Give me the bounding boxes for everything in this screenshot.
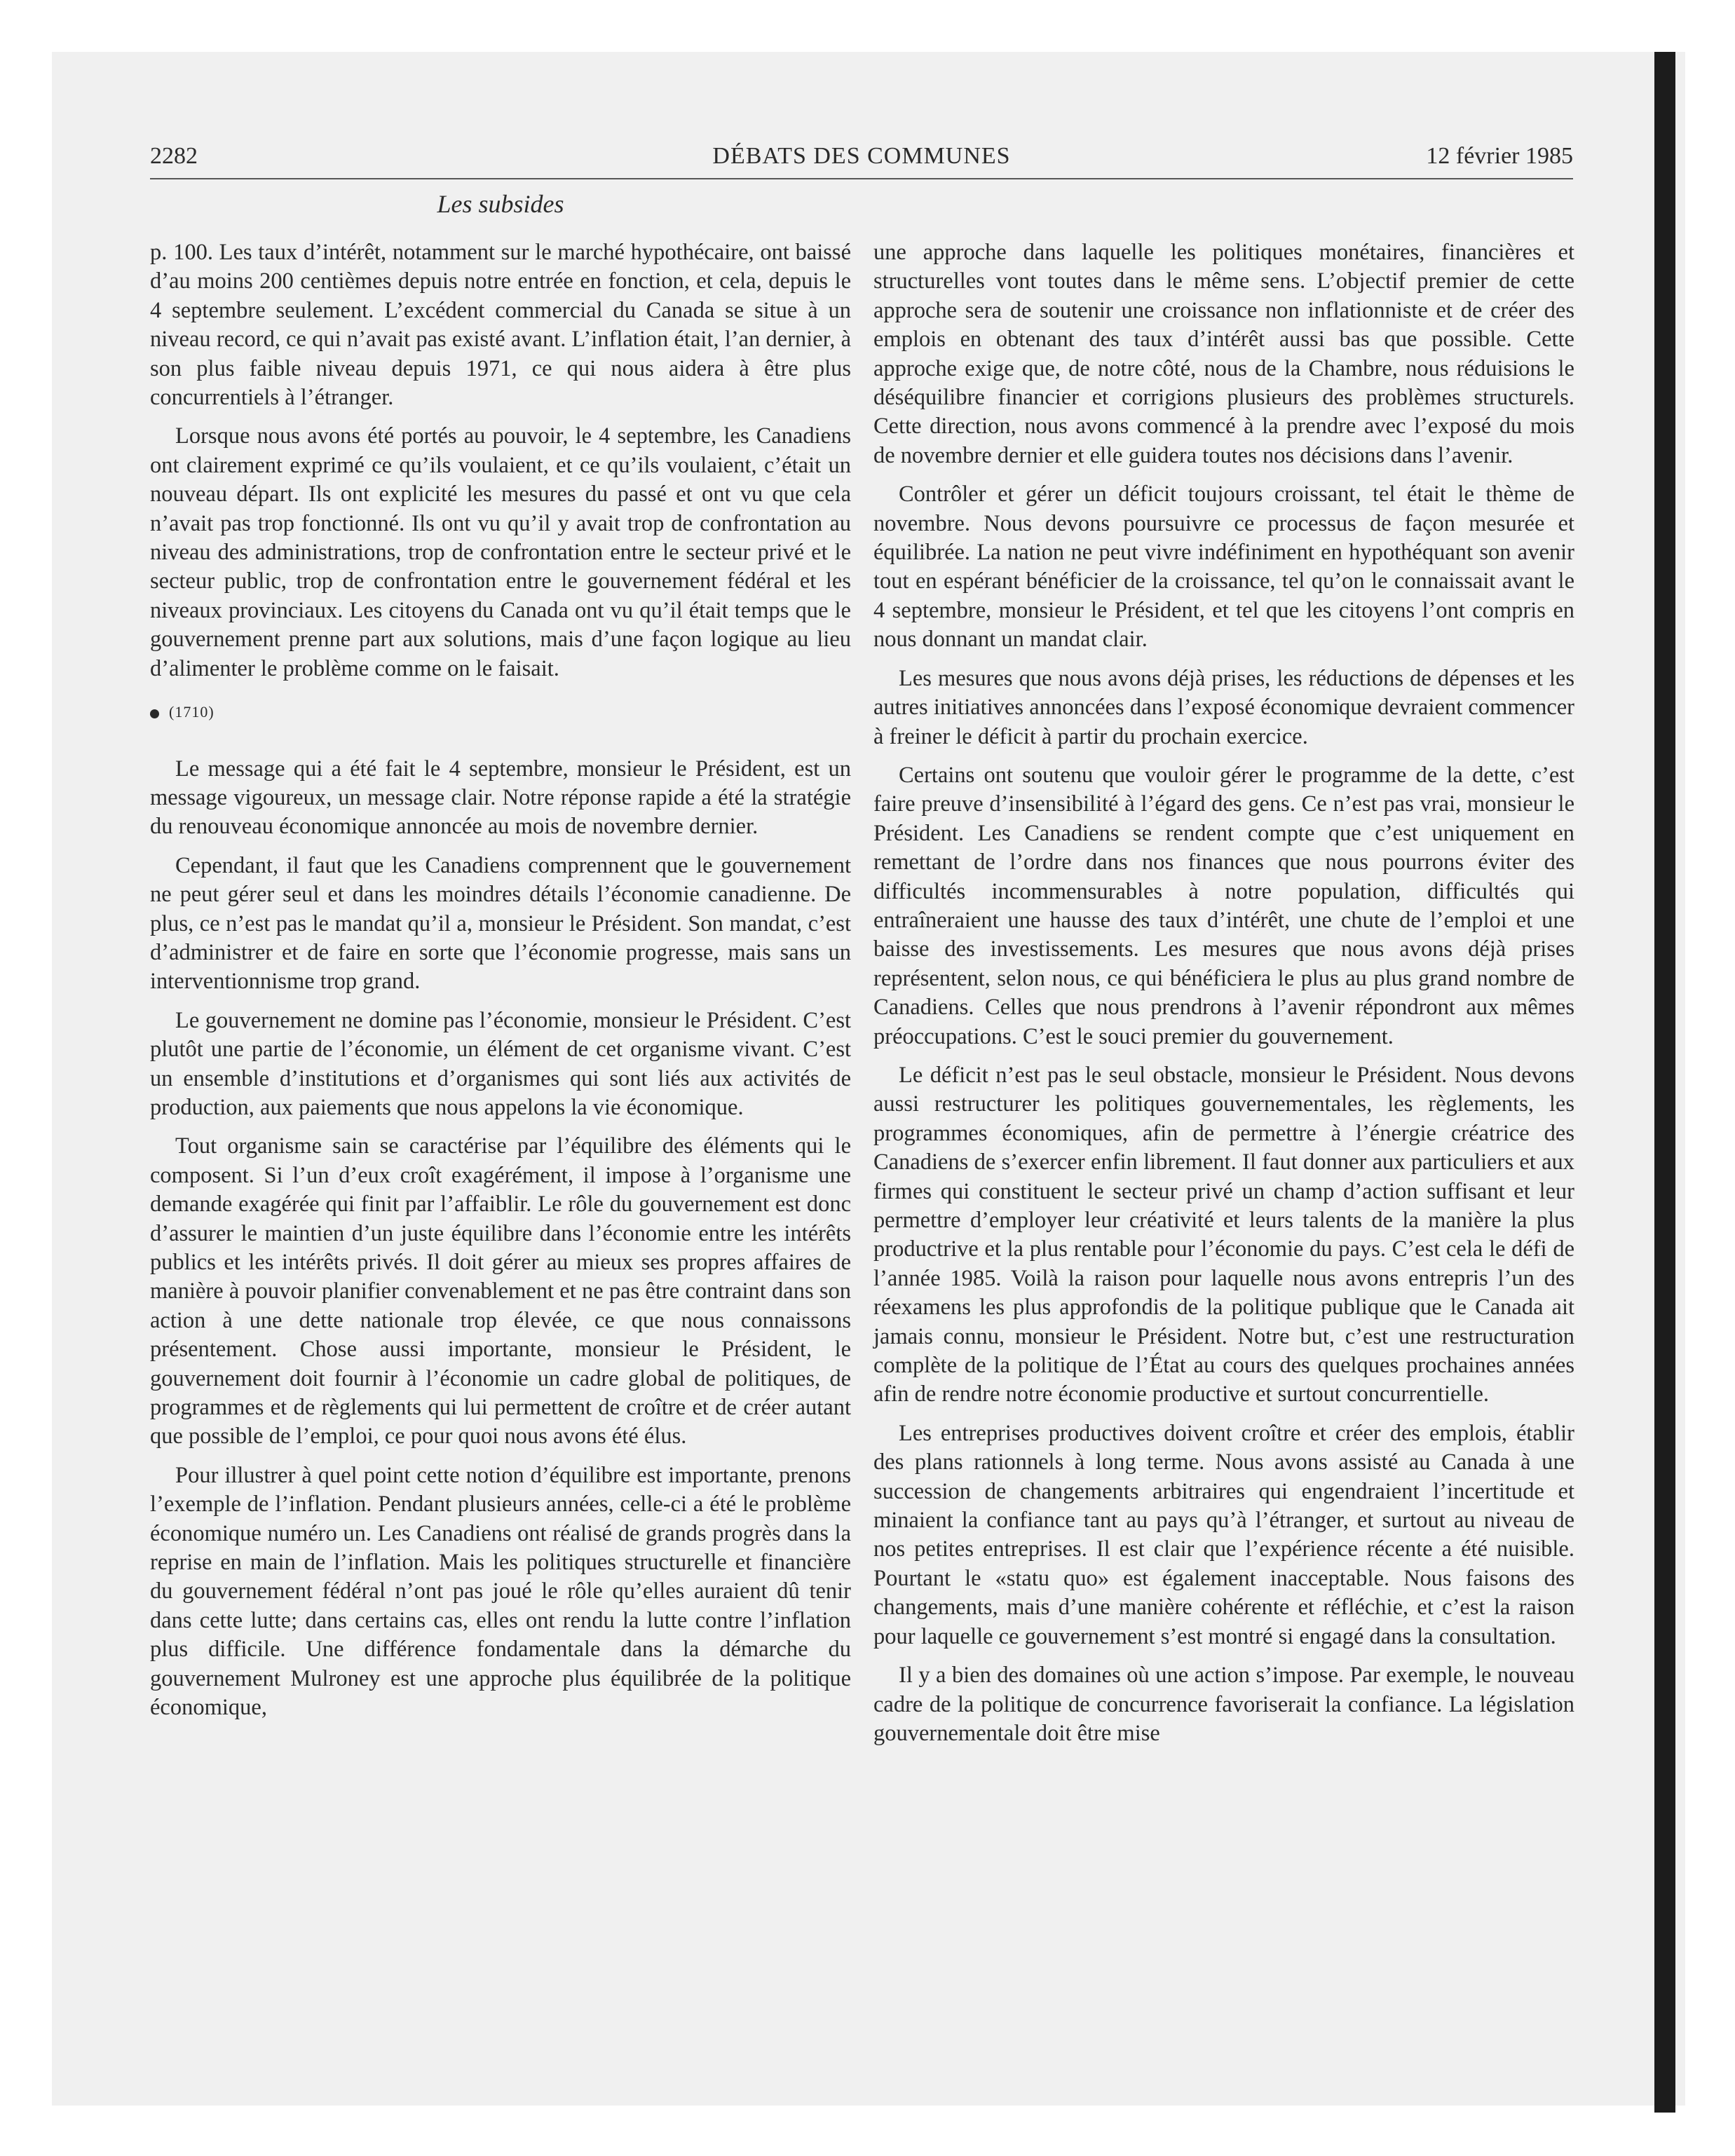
right-column <box>873 238 1574 1758</box>
paragraph: Les entreprises productives doivent croître et créer des emplois, établir des plans rationnels à long terme. Nous avons assisté au Canada à une succession de changements arbitraires qui engendraient l’incertitude et minaient la confiance tant au pays qu’à l’étranger, et surtout au niveau de nos petites entreprises. Il est clair que l’expérience récente a été nuisible. Pourtant le «statu quo» est également inacceptable. Nous faisons des changements, mais d’une manière cohérente et réfléchie, et c’est la raison pour laquelle ce gouvernement s’est montré si engagé dans la consultation. <box>873 1420 1574 1649</box>
paragraph: Tout organisme sain se caractérise par l’équilibre des éléments qui le composent. Si l’un d’eux croît exagérément, il impose à l’organisme une demande exagérée qui finit par l’affaiblir. Le rôle du gouvernement est donc d’assurer le maintien d’un juste équilibre dans l’économie entre les intérêts publics et les intérêts privés. Il doit gérer au mieux ses propres affaires de manière à pouvoir planifier convenablement et ne pas être contraint dans son action à une dette nationale trop élevée, ce que nous connaissons présentement. Chose aussi importante, monsieur le Président, le gouvernement doit fournir à l’économie un cadre global de politiques, de programmes et de règlements qui lui permettent de croître et de créer autant que possible de l’emploi, ce pour quoi nous avons été élus. <box>150 1133 851 1449</box>
paragraph: Certains ont soutenu que vouloir gérer le programme de la dette, c’est faire preuve d’insensibilité à l’égard des gens. Ce n’est pas vrai, monsieur le Président. Les Canadiens se rendent compte que c’est uniquement en remettant de l’ordre dans nos finances que nous pourrons éviter des difficultés incommensurables à notre population, difficultés qui entraîneraient une hausse des taux d’intérêt, une chute de l’emploi et une baisse des investissements. Les mesures que nous avons déjà prises représentent, selon nous, ce qui bénéficiera le plus au plus grand nombre de Canadiens. Celles que nous prendrons à l’avenir répondront aux mêmes préoccupations. C’est le souci premier du gouvernement. <box>873 762 1574 1049</box>
scan-edge <box>1654 52 1675 2113</box>
paragraph: Pour illustrer à quel point cette notion d’équilibre est importante, prenons l’exemple de l’inflation. Pendant plusieurs années, celle-ci a été le problème économique numéro un. Les Canadiens ont réalisé de grands progrès dans la reprise en main de l’inflation. Mais les politiques structurelle et financière du gouvernement fédéral n’ont pas joué le rôle qu’elles auraient dû tenir dans cette lutte; dans certains cas, elles ont rendu la lutte contre l’inflation plus difficile. Une différence fondamentale dans la démarche du gouvernement Mulroney est une approche plus équilibrée de la politique économique, <box>150 1462 851 1721</box>
running-header <box>150 137 1573 179</box>
paragraph: une approche dans laquelle les politiques monétaires, financières et structurelles vont toutes dans le même sens. L’objectif premier de cette approche sera de soutenir une croissance non inflationniste et de créer des emplois en obtenant des taux d’intérêt aussi bas que possible. Cette approche exige que, de notre côté, nous de la Chambre, nous réduisions le déséquilibre financier et corrigions plusieurs des problèmes structurels. Cette direction, nous avons commencé à la prendre avec l’exposé du mois de novembre dernier et elle guidera toutes nos décisions dans l’avenir. <box>873 240 1574 468</box>
paragraph: Cependant, il faut que les Canadiens comprennent que le gouvernement ne peut gérer seul et dans les moindres détails l’économie canadienne. De plus, ce n’est pas le mandat qu’il a, monsieur le Président. Son mandat, c’est d’administrer et de faire en sorte que l’économie progresse, mais sans un interventionnisme trop grand. <box>150 852 851 995</box>
section-title: Les subsides <box>437 190 564 218</box>
paragraph: Contrôler et gérer un déficit toujours croissant, tel était le thème de novembre. Nous devons poursuivre ce processus de façon mesurée et équilibrée. La nation ne peut vivre indéfiniment en hypothéquant son avenir tout en espérant bénéficier de la croissance, tel qu’on le connaissait avant le 4 septembre, monsieur le Président, et tel que les citoyens l’ont compris en nous donnant un mandat clair. <box>873 482 1574 653</box>
paragraph: Le gouvernement ne domine pas l’économie, monsieur le Président. C’est plutôt une partie de l’économie, un élément de cet organisme vivant. C’est un ensemble d’institutions et d’organismes qui sont liés aux activités de production, aux paiements que nous appelons la vie économique. <box>150 1007 851 1120</box>
bullet-icon <box>150 709 159 718</box>
time-marker-label: (1710) <box>169 703 215 721</box>
page-number: 2282 <box>150 143 198 169</box>
paragraph: Lorsque nous avons été portés au pouvoir, le 4 septembre, les Canadiens ont clairement exprimé ce qu’ils voulaient, et ce qu’ils voulaient, c’était un nouveau départ. Ils ont explicité les mesures du passé et ont vu que cela n’avait pas trop fonctionné. Ils ont vu qu’il y avait trop de confrontation au niveau des administrations, trop de confrontation entre le secteur privé et le secteur public, trop de confrontation entre le gouvernement fédéral et les niveaux provinciaux. Les citoyens du Canada ont vu qu’il était temps que le gouvernement prenne part aux solutions, mais d’une façon logique au lieu d’alimenter le problème comme on le faisait. <box>150 423 851 681</box>
paragraph: Le déficit n’est pas le seul obstacle, monsieur le Président. Nous devons aussi restructurer les politiques gouvernementales, les règlements, les programmes économiques, afin de permettre à l’énergie créatrice des Canadiens de s’exercer enfin librement. Il faut donner aux particuliers et aux firmes qui constituent le secteur privé un champ d’action suffisant et leur permettre d’employer leur créativité et leurs talents de la manière la plus productrive et la plus rentable pour l’économie du pays. C’est cela le défi de l’année 1985. Voilà la raison pour laquelle nous avons entrepris l’un des réexamens les plus approfondis de la politique publique que le Canada ait jamais connu, monsieur le Président. Notre but, c’est une restructuration complète de la politique de l’État au cours des quelques prochaines années afin de rendre notre économie productive et surtout concurrentielle. <box>873 1062 1574 1407</box>
publication-date: 12 février 1985 <box>1426 143 1573 169</box>
paragraph: p. 100. Les taux d’intérêt, notamment sur le marché hypothécaire, ont baissé d’au moins 200 centièmes depuis notre entrée en fonction, et cela, depuis le 4 septembre seulement. L’excédent commercial du Canada se situe à un niveau record, ce qui n’avait pas existé avant. L’inflation était, l’an dernier, à son plus faible niveau depuis 1971, ce qui nous aidera à être plus concurrentiels à l’étranger. <box>150 240 851 411</box>
paragraph: Les mesures que nous avons déjà prises, les réductions de dépenses et les autres initiatives annoncées dans l’exposé économique devraient commencer à freiner le déficit à partir du prochain exercice. <box>873 665 1574 749</box>
paragraph: Il y a bien des domaines où une action s’impose. Par exemple, le nouveau cadre de la politique de concurrence favoriserait la confiance. La législation gouvernementale doit être mise <box>873 1663 1574 1746</box>
left-column <box>150 238 851 1733</box>
paragraph: Le message qui a été fait le 4 septembre, monsieur le Président, est un message vigoureux, un message clair. Notre réponse rapide a été la stratégie du renouveau économique annoncée au mois de novembre dernier. <box>150 756 851 840</box>
time-marker <box>150 697 851 726</box>
publication-title: DÉBATS DES COMMUNES <box>712 143 1011 169</box>
